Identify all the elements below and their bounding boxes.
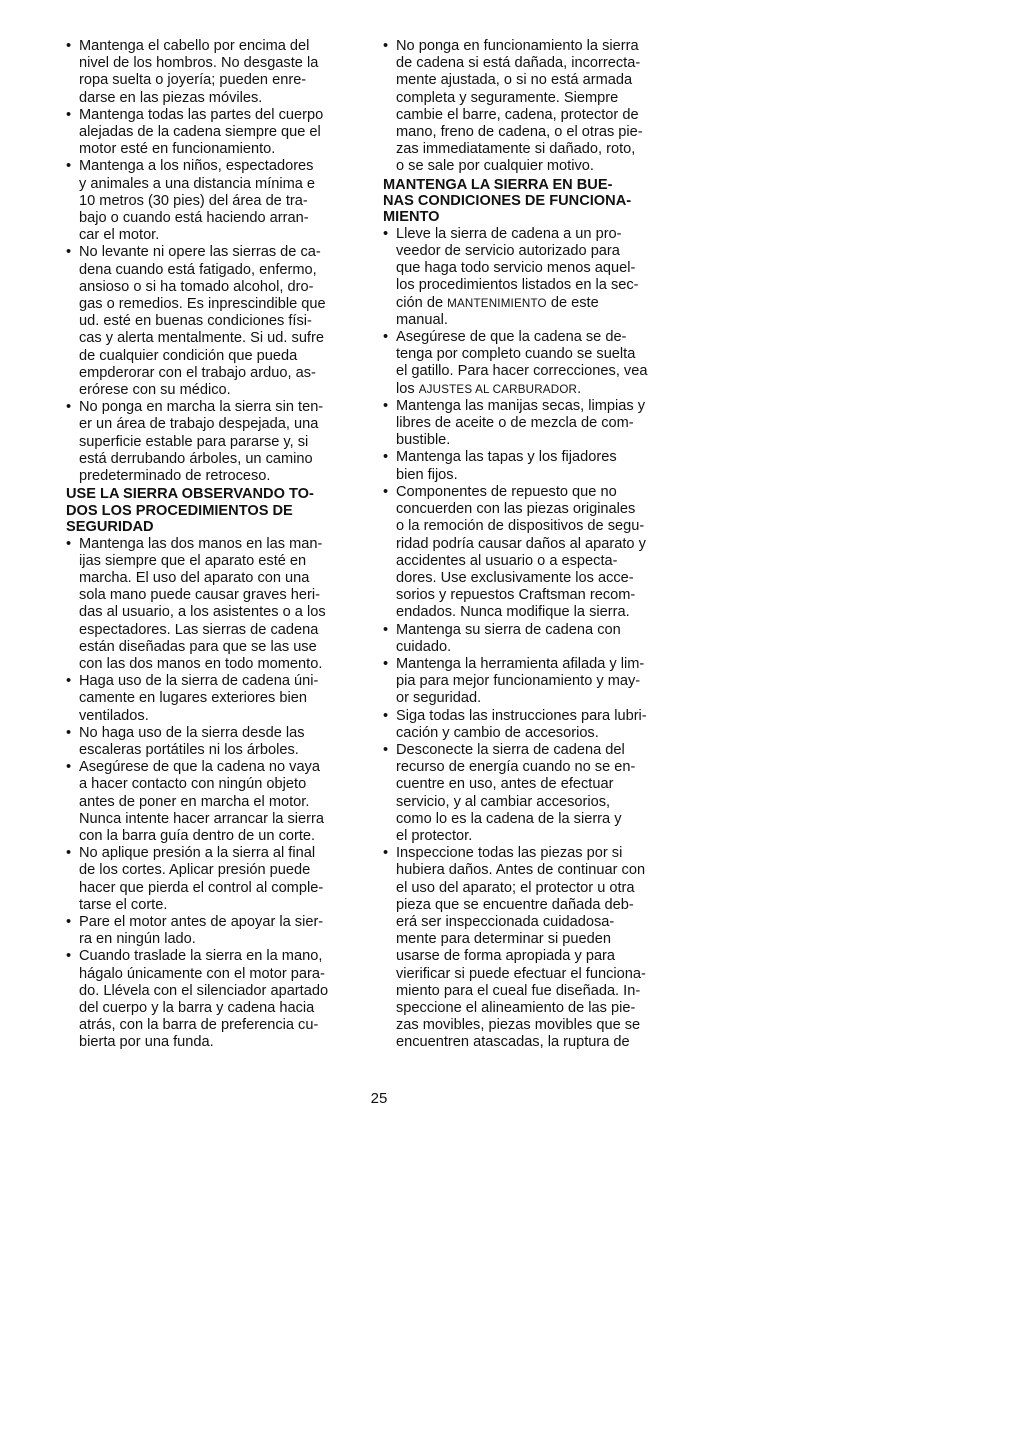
text-line: vierificar si puede efectuar el funciona- — [396, 965, 646, 982]
text-line: hacer que pierda el control al comple- — [79, 879, 324, 896]
bullet-item — [66, 948, 366, 1051]
text-line: Componentes de repuesto que no — [396, 483, 617, 500]
bullet-item — [66, 107, 366, 159]
text-line: er un área de trabajo despejada, una — [79, 416, 319, 433]
bullet-glyph: • — [66, 913, 72, 930]
bullet-item — [66, 673, 366, 725]
text-line: están diseñadas para que se las use — [79, 638, 317, 655]
text-line: pia para mejor funcionamiento y may- — [396, 673, 641, 690]
text-line: mente para determinar si pueden — [396, 931, 611, 948]
text-line: Desconecte la sierra de cadena del — [396, 741, 625, 758]
text-line: No aplique presión a la sierra al final — [79, 845, 316, 862]
text-line: bustible. — [396, 432, 451, 449]
text-line: Mantenga su sierra de cadena con — [396, 621, 621, 638]
bullet-item — [66, 536, 366, 674]
bullet-item — [66, 244, 366, 399]
text-line: 10 metros (30 pies) del área de tra- — [79, 192, 308, 209]
bullet-item — [66, 914, 366, 948]
text-line: empderorar con el trabajo arduo, as- — [79, 364, 316, 381]
text-line: erórese con su médico. — [79, 382, 231, 399]
text-line: Asegúrese de que la cadena se de- — [396, 329, 627, 346]
text-line: marcha. El uso del aparato con una — [79, 569, 310, 586]
bullet-glyph: • — [383, 621, 389, 638]
text-line: completa y seguramente. Siempre — [396, 89, 619, 106]
bullet-glyph: • — [383, 449, 389, 466]
text-line: bien fijos. — [396, 466, 458, 483]
section-reference: MANTENIMIENTO — [447, 296, 547, 310]
text-line: hubiera daños. Antes de continuar con — [396, 862, 646, 879]
text-line: está derrubando árboles, un camino — [79, 450, 313, 467]
bullet-item — [66, 38, 366, 107]
bullet-item — [66, 845, 366, 914]
bullet-glyph: • — [383, 483, 389, 500]
text-line: endados. Nunca modifique la sierra. — [396, 604, 630, 621]
text-line: Mantenga a los niños, espectadores — [79, 158, 314, 175]
bullet-item — [66, 759, 366, 845]
text-line: zas immediatamente si dañado, roto, — [396, 141, 636, 158]
bullet-item — [383, 484, 683, 622]
text-line: or seguridad. — [396, 690, 482, 707]
text-line: do. Llévela con el silenciador apartado — [79, 982, 329, 999]
text-line: o se sale por cualquier motivo. — [396, 158, 594, 175]
text-line: cuentre en uso, antes de efectuar — [396, 776, 614, 793]
bullet-glyph: • — [66, 759, 72, 776]
text-line: cación y cambio de accesorios. — [396, 724, 599, 741]
text-line: miento para el cueal fue diseñada. In- — [396, 982, 641, 999]
text-line: Asegúrese de que la cadena no vaya — [79, 759, 320, 776]
text-line: sola mano puede causar graves heri- — [79, 587, 320, 604]
text-line: No ponga en funcionamiento la sierra — [396, 38, 639, 54]
text-line: superficie estable para pararse y, si — [79, 433, 309, 450]
text-line: DOS LOS PROCEDIMIENTOS DE — [66, 502, 293, 519]
text-line: recurso de energía cuando no se en- — [396, 759, 636, 776]
text-line: gas o remedios. Es inprescindible que — [79, 296, 326, 313]
text-line: das al usuario, a los asistentes o a los — [79, 604, 326, 621]
text-line: Siga todas las instrucciones para lubri- — [396, 707, 647, 724]
text-line: cambie el barre, cadena, protector de — [396, 106, 639, 123]
text-line: el protector. — [396, 827, 473, 844]
bullet-glyph: • — [66, 724, 72, 741]
text-line: ijas siempre que el aparato esté en — [79, 552, 307, 569]
text-line: Lleve la sierra de cadena a un pro- — [396, 225, 622, 242]
bullet-glyph: • — [66, 244, 72, 261]
text-line: zas movibles, piezas movibles que se — [396, 1017, 641, 1034]
bullet-item — [383, 329, 683, 398]
bullet-glyph: • — [383, 741, 389, 758]
text-line: predeterminado de retroceso. — [79, 468, 271, 485]
bullet-glyph: • — [383, 38, 389, 54]
text-line: antes de poner en marcha el motor. — [79, 793, 310, 810]
text-line: cas y alerta mentalmente. Si ud. sufre — [79, 330, 324, 347]
text-line: erá ser inspeccionada cuidadosa- — [396, 913, 615, 930]
text-line: manual. — [396, 311, 448, 328]
bullet-item — [383, 708, 683, 742]
text-line: con las dos manos en todo momento. — [79, 655, 323, 672]
text-line: tarse el corte. — [79, 896, 168, 913]
bullet-item — [383, 38, 683, 176]
bullet-glyph: • — [383, 655, 389, 672]
text-line: como lo es la cadena de la sierra y — [396, 810, 622, 827]
bullet-glyph: • — [66, 845, 72, 862]
text-line: ridad podría causar daños al aparato y — [396, 535, 646, 552]
bullet-glyph: • — [383, 329, 389, 346]
text-line: libres de aceite o de mezcla de com- — [396, 415, 634, 432]
text-line: de los cortes. Aplicar presión puede — [79, 862, 311, 879]
text-line: mano, freno de cadena, o el otras pie- — [396, 124, 643, 141]
text-line: No haga uso de la sierra desde las — [79, 724, 305, 741]
text-line: Mantenga todas las partes del cuerpo — [79, 106, 324, 123]
section-reference: AJUSTES AL CARBURADOR — [418, 382, 578, 396]
text-line: motor esté en funcionamiento. — [79, 141, 276, 158]
text-line: el gatillo. Para hacer correcciones, vea — [396, 363, 648, 380]
text-line: concuerden con las piezas originales — [396, 501, 636, 518]
bullet-item — [383, 845, 683, 1051]
text-line: mente ajustada, o si no está armada — [396, 72, 633, 89]
left-column — [66, 38, 366, 1052]
section-heading — [383, 177, 683, 226]
bullet-glyph: • — [66, 535, 72, 552]
text-line: bierta por una funda. — [79, 1034, 214, 1051]
text-line: veedor de servicio autorizado para — [396, 243, 620, 260]
bullet-item — [383, 398, 683, 450]
text-line: Mantenga la herramienta afilada y lim- — [396, 655, 645, 672]
bullet-glyph: • — [383, 845, 389, 862]
text-line: No levante ni opere las sierras de ca- — [79, 244, 321, 261]
text-line: Nunca intente hacer arrancar la sierra — [79, 810, 324, 827]
bullet-glyph: • — [66, 399, 72, 416]
text-line: bajo o cuando está haciendo arran- — [79, 210, 309, 227]
text-line: Cuando traslade la sierra en la mano, — [79, 948, 323, 965]
text-line: usarse de forma apropiada y para — [396, 948, 616, 965]
text-line: ropa suelta o joyería; pueden enre- — [79, 72, 307, 89]
text-line: dores. Use exclusivamente los acce- — [396, 569, 634, 586]
text-line: ventilados. — [79, 707, 149, 724]
text-line: servicio, y al cambiar accesorios, — [396, 793, 611, 810]
text-line: los AJUSTES AL CARBURADOR. — [396, 380, 582, 397]
text-line: y animales a una distancia mínima e — [79, 175, 316, 192]
bullet-item — [383, 656, 683, 708]
text-line: tenga por completo cuando se suelta — [396, 346, 636, 363]
text-line: Mantenga las tapas y los fijadores — [396, 449, 617, 466]
text-line: camente en lugares exteriores bien — [79, 690, 307, 707]
text-line: cuidado. — [396, 638, 452, 655]
text-line: o la remoción de dispositivos de segu- — [396, 518, 645, 535]
text-line: ansioso o si ha tomado alcohol, dro- — [79, 278, 314, 295]
text-line: de cadena si está dañada, incorrecta- — [396, 55, 641, 72]
text-line: que haga todo servicio menos aquel- — [396, 260, 636, 277]
text-line: alejadas de la cadena siempre que el — [79, 124, 321, 141]
bullet-glyph: • — [66, 106, 72, 123]
text-line: Mantenga el cabello por encima del — [79, 38, 310, 54]
bullet-glyph: • — [66, 673, 72, 690]
text-line: pieza que se encuentre dañada deb- — [396, 896, 634, 913]
bullet-item — [383, 449, 683, 483]
text-line: ra en ningún lado. — [79, 931, 196, 948]
text-line: ción de MANTENIMIENTO de este — [396, 294, 599, 311]
text-line: encuentren atascadas, la ruptura de — [396, 1034, 630, 1051]
text-line: Mantenga las manijas secas, limpias y — [396, 397, 646, 414]
bullet-glyph: • — [66, 158, 72, 175]
text-line: ud. esté en buenas condiciones físi- — [79, 313, 312, 330]
text-line: No ponga en marcha la sierra sin ten- — [79, 399, 324, 416]
bullet-item — [66, 399, 366, 485]
text-line: atrás, con la barra de preferencia cu- — [79, 1017, 319, 1034]
right-column — [383, 38, 683, 1052]
bullet-item — [66, 158, 366, 244]
bullet-glyph: • — [66, 38, 72, 54]
text-line: espectadores. Las sierras de cadena — [79, 621, 319, 638]
bullet-item — [383, 742, 683, 845]
text-line: el uso del aparato; el protector u otra — [396, 879, 635, 896]
text-line: MANTENGA LA SIERRA EN BUE- — [383, 176, 613, 193]
text-line: sorios y repuestos Craftsman recom- — [396, 587, 636, 604]
text-line: NAS CONDICIONES DE FUNCIONA- — [383, 193, 632, 210]
bullet-glyph: • — [383, 225, 389, 242]
text-line: dena cuando está fatigado, enfermo, — [79, 261, 317, 278]
text-line: hágalo únicamente con el motor para- — [79, 965, 325, 982]
text-line: nivel de los hombros. No desgaste la — [79, 55, 319, 72]
text-line: accidentes al usuario o a especta- — [396, 552, 618, 569]
text-line: speccione el alineamiento de las pie- — [396, 999, 636, 1016]
text-line: Haga uso de la sierra de cadena úni- — [79, 673, 319, 690]
page-number: 25 — [370, 1090, 388, 1107]
text-line: los procedimientos listados en la sec- — [396, 277, 639, 294]
section-heading — [66, 486, 366, 535]
text-line: SEGURIDAD — [66, 519, 154, 536]
text-line: escaleras portátiles ni los árboles. — [79, 741, 299, 758]
text-line: Mantenga las dos manos en las man- — [79, 535, 323, 552]
bullet-glyph: • — [383, 707, 389, 724]
bullet-item — [383, 226, 683, 329]
text-line: MIENTO — [383, 209, 440, 226]
text-line: con la barra guía dentro de un corte. — [79, 827, 316, 844]
bullet-item — [383, 622, 683, 656]
bullet-glyph: • — [383, 397, 389, 414]
text-line: Inspeccione todas las piezas por si — [396, 845, 623, 862]
text-line: a hacer contacto con ningún objeto — [79, 776, 307, 793]
bullet-glyph: • — [66, 948, 72, 965]
text-line: del cuerpo y la barra y cadena hacia — [79, 999, 315, 1016]
text-line: de cualquier condición que pueda — [79, 347, 298, 364]
text-line: darse en las piezas móviles. — [79, 89, 263, 106]
text-line: Pare el motor antes de apoyar la sier- — [79, 913, 324, 930]
bullet-item — [66, 725, 366, 759]
text-line: USE LA SIERRA OBSERVANDO TO- — [66, 486, 314, 503]
text-line: car el motor. — [79, 227, 160, 244]
